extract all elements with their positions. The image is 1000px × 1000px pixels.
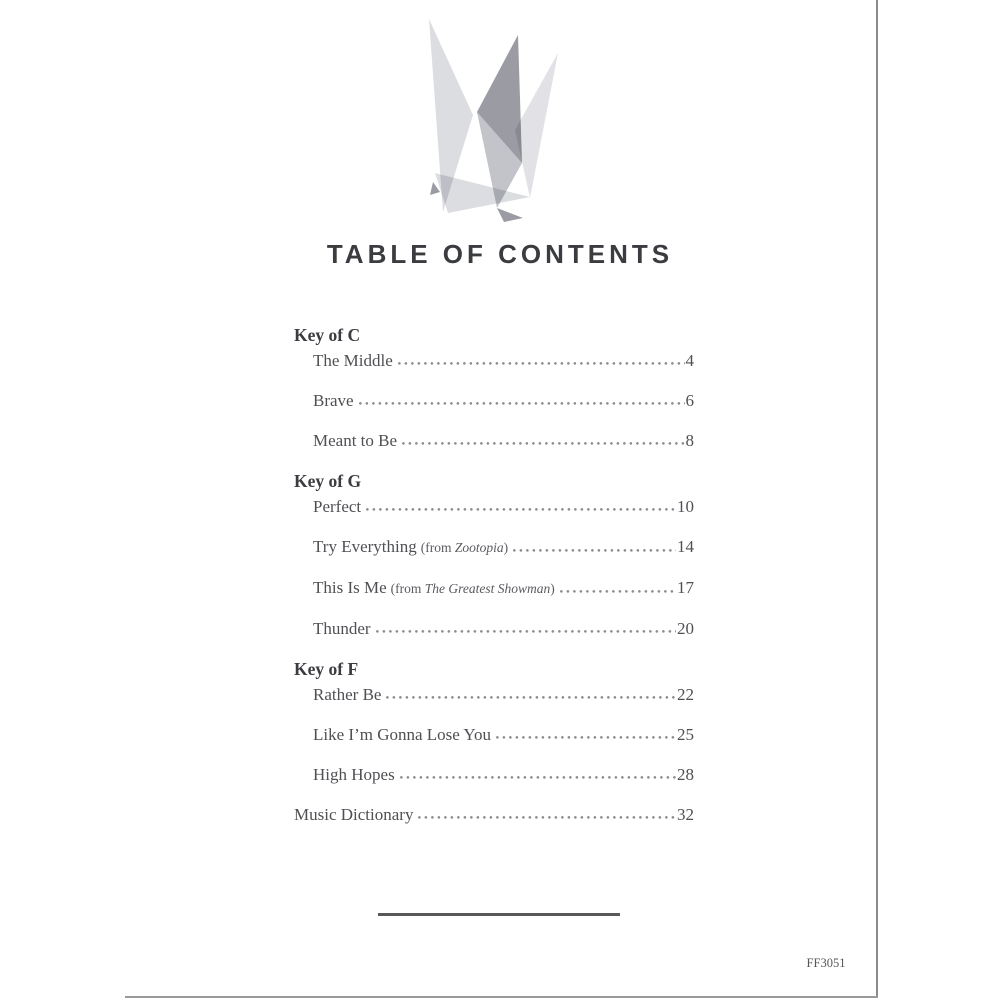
toc-row-perfect	[294, 498, 694, 516]
page-number: 14	[677, 537, 694, 556]
song-title: Brave	[313, 391, 354, 410]
song-title: Thunder	[313, 619, 371, 638]
song-title: Perfect	[313, 497, 362, 516]
page-number: 10	[677, 497, 694, 516]
dot-leader	[402, 442, 684, 448]
page-number: 32	[677, 805, 694, 824]
song-title: High Hopes	[313, 765, 395, 784]
toc-row-brave	[294, 392, 694, 410]
toc-row-like-im-gonna-lose-you	[294, 726, 694, 744]
dot-leader	[418, 816, 676, 822]
section-heading-key-of-c: Key of C	[294, 325, 361, 345]
page-number: 20	[677, 619, 694, 638]
footer-divider-rule	[378, 913, 620, 916]
song-title: Like I’m Gonna Lose You	[313, 725, 492, 744]
toc-row-try-everything	[294, 538, 694, 557]
page-number: 28	[677, 765, 694, 784]
song-title: Rather Be	[313, 685, 382, 704]
dot-leader	[560, 590, 676, 596]
page-number: 4	[685, 351, 694, 370]
toc-list	[294, 326, 694, 846]
toc-row-rather-be	[294, 686, 694, 704]
page-number: 25	[677, 725, 694, 744]
toc-row-this-is-me	[294, 579, 694, 598]
song-title: Try Everything	[313, 537, 417, 556]
origami-paper-crane-logo-icon	[420, 15, 570, 230]
song-source: (from Zootopia)	[420, 540, 509, 555]
catalog-number: FF3051	[806, 956, 846, 970]
section-heading-key-of-f: Key of F	[294, 659, 359, 679]
page-number: 8	[685, 431, 694, 450]
page-number: 22	[677, 685, 694, 704]
toc-row-thunder	[294, 620, 694, 638]
dot-leader	[376, 630, 676, 636]
toc-row-meant-to-be	[294, 432, 694, 450]
dot-leader	[398, 362, 685, 368]
page-number: 17	[677, 578, 694, 597]
page-number: 6	[685, 391, 694, 410]
song-title: Meant to Be	[313, 431, 398, 450]
frame-border-bottom	[125, 996, 878, 998]
song-title: The Middle	[313, 351, 393, 370]
toc-row-high-hopes	[294, 766, 694, 784]
frame-border-right	[876, 0, 878, 997]
section-heading-key-of-g: Key of G	[294, 471, 362, 491]
toc-row-the-middle	[294, 352, 694, 370]
toc-row-music-dictionary	[294, 806, 694, 824]
dot-leader	[359, 402, 685, 408]
song-title: This Is Me	[313, 578, 387, 597]
song-source: (from The Greatest Showman)	[390, 581, 555, 596]
song-title: Music Dictionary	[294, 805, 414, 824]
dot-leader	[496, 736, 676, 742]
dot-leader	[513, 549, 676, 555]
dot-leader	[400, 776, 676, 782]
page-title: TABLE OF CONTENTS	[326, 239, 674, 269]
work-title: The Greatest Showman	[424, 581, 551, 596]
work-title: Zootopia	[454, 540, 504, 555]
dot-leader	[386, 696, 676, 702]
dot-leader	[366, 508, 676, 514]
